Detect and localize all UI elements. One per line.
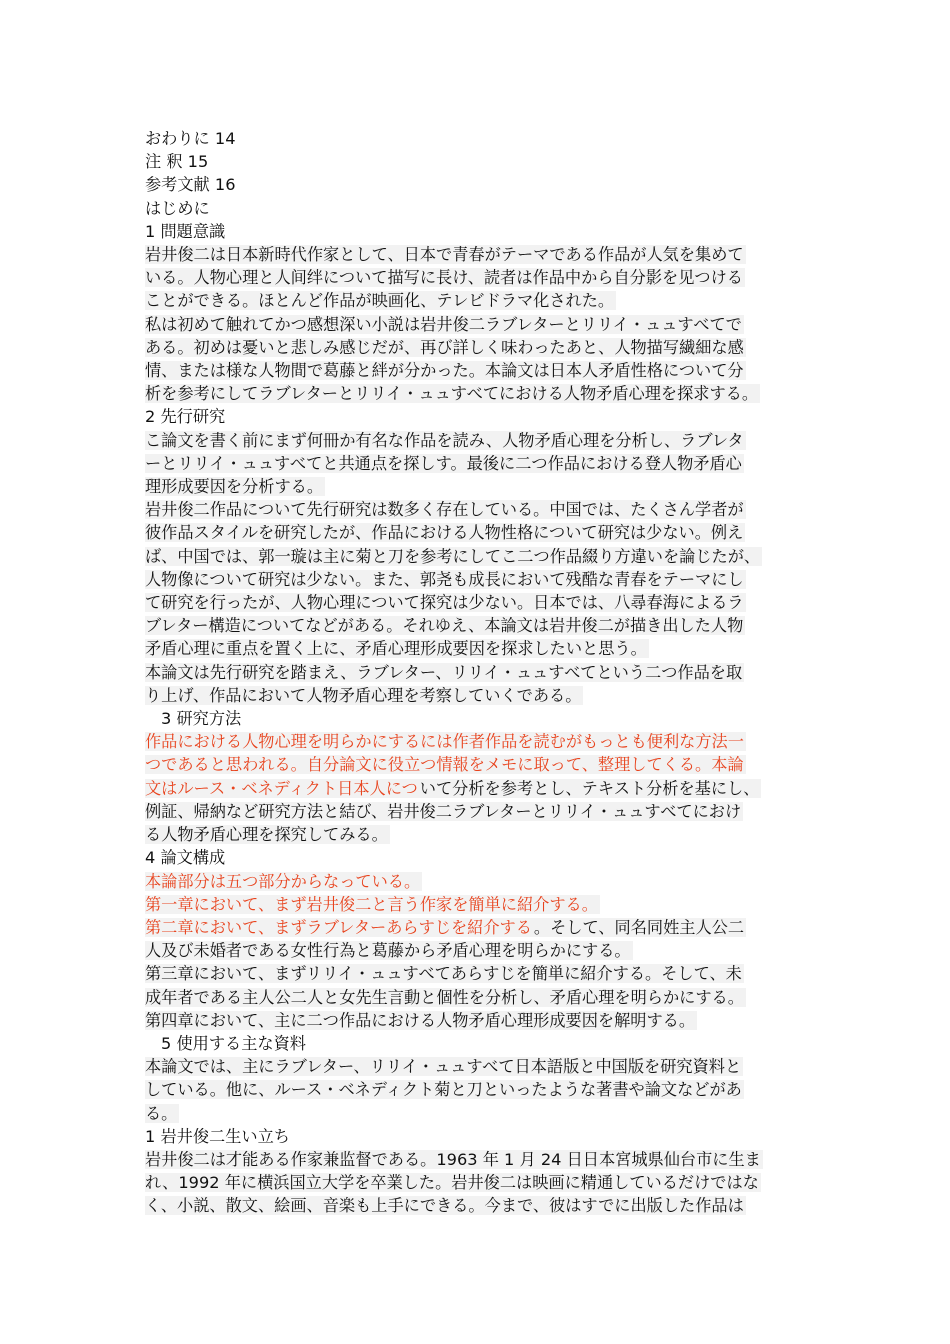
highlighted-line: 作品における人物心理を明らかにするには作者作品を読むがもっとも便利な方法一	[145, 732, 744, 752]
paragraph-line: ことができる。ほとんど作品が映画化、テレビドラマ化された。	[145, 291, 615, 311]
highlighted-fragment: 第二章において、まずラブレターあらすじを紹介する	[145, 917, 532, 937]
toc-entry-closing: おわりに 14	[145, 129, 236, 148]
highlighted-line: つであると思われる。自分論文に役立つ情報をメモに取って、整理してくる。本論	[145, 755, 744, 775]
paragraph-line: 成年者である主人公二人と女先生言動と個性を分析し、矛盾心理を明らかにする。	[145, 987, 744, 1007]
toc-entry-references: 参考文献 16	[145, 175, 236, 195]
section-heading-materials: 5 使用する主な資料	[161, 1033, 306, 1053]
paragraph-line: ブレター構造についてなどがある。それゆえ、本論文は岩井俊二が描き出した人物	[145, 616, 744, 636]
paragraph-line: 人物像について研究は少ない。また、郭尧も成長において残酷な青春をテーマにし	[145, 569, 744, 589]
paragraph-line: 本論文は先行研究を踏まえ、ラブレター、リリイ・ュュすべてという二つ作品を取	[145, 662, 743, 682]
paragraph-line: 岩井俊二は日本新時代作家として、日本で青春がテーマである作品が人気を集めて	[145, 245, 744, 265]
document-body	[145, 127, 810, 1218]
paragraph-line: 第四章において、主に二つ作品における人物矛盾心理形成要因を解明する。	[145, 1010, 696, 1030]
paragraph-line: り上げ、作品において人物矛盾心理を考察していくである。	[145, 685, 582, 705]
paragraph-line: 岩井俊二作品について先行研究は数多く存在している。中国では、たくさん学者が	[145, 500, 744, 520]
paragraph-line: 情、または様な人物間で葛藤と絆が分かった。本論文は日本人矛盾性格について分	[145, 361, 744, 381]
paragraph-line: る人物矛盾心理を探究してみる。	[145, 825, 388, 845]
paragraph-line: 矛盾心理に重点を置く上に、矛盾心理形成要因を探求したいと思う。	[145, 639, 647, 659]
paragraph-line: 彼作品スタイルを研究したが、作品における人物性格について研究は少ない。例え	[145, 523, 744, 543]
highlighted-line: 第一章において、まず岩井俊二と言う作家を簡単に紹介する。	[145, 894, 598, 914]
paragraph-line: 人及び未婚者である女性行為と葛藤から矛盾心理を明らかにする。	[145, 941, 631, 961]
paragraph-line: 私は初めて触れてかつ感想深い小説は岩井俊二ラブレターとリリイ・ュュすべてで	[145, 314, 742, 334]
paragraph-line: て研究を行ったが、人物心理について探究は少ない。日本では、八尋春海によるラ	[145, 593, 744, 613]
paragraph-line: こ論文を書く前にまず何冊か有名な作品を読み、人物矛盾心理を分析し、ラブレタ	[145, 430, 744, 450]
section-heading-problem: 1 問題意識	[145, 221, 226, 241]
paragraph-line: る。	[145, 1103, 178, 1123]
paragraph-line: 析を参考にしてラブレターとリリイ・ュュすべてにおける人物矛盾心理を探求する。	[145, 384, 759, 404]
paragraph-fragment: 。そして、同名同姓主人公二	[533, 917, 745, 937]
paragraph-line: 岩井俊二は才能ある作家兼监督である。1963 年 1 月 24 日日本宮城県仙台市に生ま	[145, 1149, 761, 1169]
paragraph-line: れ、1992 年に横浜国立大学を卒業した。岩井俊二は映画に精通しているだけではな	[145, 1173, 759, 1193]
paragraph-line: 理形成要因を分析する。	[145, 477, 324, 497]
paragraph-line: く、小説、散文、絵画、音楽も上手にできる。今まで、彼はすでに出版した作品は	[145, 1196, 744, 1216]
section-heading-method: 3 研究方法	[161, 709, 242, 729]
paragraph-line: ば、中国では、郭一璇は主に菊と刀を参考にしてこ二つ作品綴り方違いを論じたが、	[145, 546, 761, 566]
paragraph-line: ある。初めは憂いと悲しみ感じだが、再び詳しく味わったあと、人物描写繊細な感	[145, 337, 744, 357]
toc-entry-notes: 注 釈 15	[145, 152, 209, 172]
paragraph-fragment: いて分析を参考とし、テキスト分析を基にし、	[419, 778, 760, 798]
chapter-heading-biography: 1 岩井俊二生い立ち	[145, 1126, 290, 1146]
intro-heading: はじめに	[145, 198, 210, 218]
paragraph-line: ーとリリイ・ュュすべてと共通点を探しす。最後に二つ作品における登人物矛盾心	[145, 453, 742, 473]
paragraph-line: いる。人物心理と人间绊について描写に長け、読者は作品中から自分影を见つける	[145, 268, 743, 288]
paragraph-line: 第三章において、まずリリイ・ュュすべてあらすじを簡単に紹介する。そして、未	[145, 964, 742, 984]
section-heading-structure: 4 論文構成	[145, 848, 226, 868]
section-heading-prior-research: 2 先行研究	[145, 407, 226, 427]
paragraph-line: 例証、帰納など研究方法と結び、岩井俊二ラブレターとリリイ・ュュすべてにおけ	[145, 801, 742, 821]
highlighted-line: 本論部分は五つ部分からなっている。	[145, 871, 421, 891]
paragraph-line: している。他に、ルース・ベネディクト菊と刀といったような著書や論文などがあ	[145, 1080, 742, 1100]
highlighted-fragment: 文はルース・ベネディクト日本人につ	[145, 778, 418, 798]
paragraph-line: 本論文では、主にラブレター、リリイ・ュュすべて日本語版と中国版を研究資料と	[145, 1057, 742, 1077]
